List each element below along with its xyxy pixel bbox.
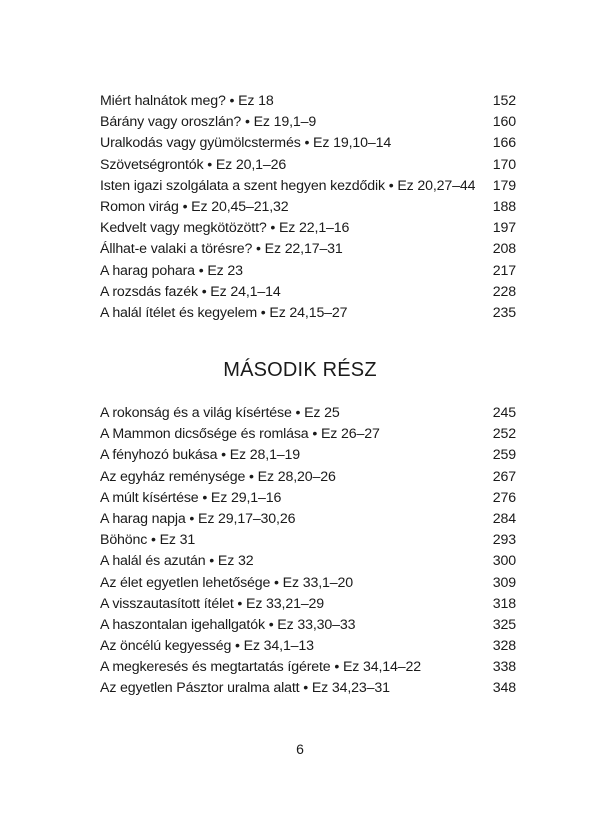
toc-entry-page: 318 — [492, 595, 516, 612]
toc-entry-title: A harag pohara • Ez 23 — [100, 262, 243, 279]
toc-entry-page: 276 — [492, 489, 516, 506]
toc-entry — [100, 199, 516, 220]
toc-entry-page: 170 — [492, 156, 516, 173]
toc-entry — [100, 263, 516, 284]
toc-entry-page: 325 — [492, 616, 516, 633]
part-two-heading: MÁSODIK RÉSZ — [223, 359, 377, 381]
toc-entry-title: Isten igazi szolgálata a szent hegyen kezdődik • Ez 20,27–44 — [100, 177, 476, 194]
toc-entry-page: 259 — [492, 447, 516, 464]
toc-entry — [100, 305, 516, 326]
toc-entry — [100, 532, 516, 553]
toc-entry — [100, 178, 516, 199]
toc-entry-title: Az egyetlen Pásztor uralma alatt • Ez 34,23–31 — [100, 680, 390, 697]
toc-entry — [100, 93, 516, 114]
toc-entry-title: Az öncélú kegyesség • Ez 34,1–13 — [100, 638, 314, 655]
toc-entry — [100, 157, 516, 178]
toc-entry — [100, 596, 516, 617]
toc-entry-page: 348 — [492, 680, 516, 697]
toc-entry-title: Uralkodás vagy gyümölcstermés • Ez 19,10–14 — [100, 135, 392, 152]
toc-entry — [100, 490, 516, 511]
toc-entry-page: 160 — [492, 114, 516, 131]
toc-entry-title: A harag napja • Ez 29,17–30,26 — [100, 510, 296, 527]
toc-entry-title: A halál ítélet és kegyelem • Ez 24,15–27 — [100, 304, 348, 321]
toc-entry — [100, 447, 516, 468]
toc-entry — [100, 617, 516, 638]
toc-entry-page: 245 — [492, 405, 516, 421]
toc-entry-title: A haszontalan igehallgatók • Ez 33,30–33 — [100, 616, 356, 633]
toc-entry-title: Szövetségrontók • Ez 20,1–26 — [100, 156, 287, 173]
toc-entry-title: Kedvelt vagy megkötözött? • Ez 22,1–16 — [100, 220, 350, 237]
toc-entry-page: 217 — [492, 262, 516, 279]
toc-entry-page: 208 — [492, 241, 516, 258]
toc-entry-page: 152 — [492, 93, 516, 109]
toc-entry-page: 300 — [492, 553, 516, 570]
toc-entry — [100, 511, 516, 532]
toc-entry-page: 235 — [492, 304, 516, 321]
toc-entry — [100, 469, 516, 490]
toc-entry — [100, 405, 516, 426]
toc-entry-title: Állhat-e valaki a törésre? • Ez 22,17–31 — [100, 241, 343, 258]
toc-entry — [100, 135, 516, 156]
toc-entry — [100, 241, 516, 262]
toc-entry-title: A rokonság és a világ kísértése • Ez 25 — [100, 405, 340, 421]
toc-entry-page: 197 — [492, 220, 516, 237]
toc-entry-title: Bárány vagy oroszlán? • Ez 19,1–9 — [100, 114, 317, 131]
toc-entry — [100, 659, 516, 680]
toc-entry-page: 328 — [492, 638, 516, 655]
toc-entry-title: Miért halnátok meg? • Ez 18 — [100, 93, 274, 109]
toc-entry-title: Romon virág • Ez 20,45–21,32 — [100, 198, 289, 215]
toc-entry-title: A megkeresés és megtartatás ígérete • Ez 34,14–22 — [100, 659, 421, 676]
toc-entry — [100, 680, 516, 701]
toc-entry — [100, 553, 516, 574]
toc-entry-page: 338 — [492, 659, 516, 676]
toc-entry-title: A múlt kísértése • Ez 29,1–16 — [100, 489, 282, 506]
toc-entry-title: A halál és azután • Ez 32 — [100, 553, 254, 570]
toc-entry-page: 252 — [492, 426, 516, 443]
toc-entry — [100, 638, 516, 659]
toc-entry-page: 284 — [492, 510, 516, 527]
toc-entry-title: A Mammon dicsősége és romlása • Ez 26–27 — [100, 426, 380, 443]
toc-entry — [100, 284, 516, 305]
toc-entry-page: 228 — [492, 283, 516, 300]
toc-entry-page: 267 — [492, 468, 516, 485]
toc-entry-page: 309 — [492, 574, 516, 591]
toc-entry-page: 188 — [492, 198, 516, 215]
toc-entry-title: A rozsdás fazék • Ez 24,1–14 — [100, 283, 281, 300]
toc-entry — [100, 426, 516, 447]
toc-part-one — [100, 93, 516, 326]
toc-entry-page: 179 — [492, 177, 516, 194]
page-number: 6 — [296, 741, 304, 757]
toc-entry-page: 166 — [492, 135, 516, 152]
toc-part-two — [100, 405, 516, 702]
toc-entry — [100, 575, 516, 596]
toc-entry — [100, 220, 516, 241]
toc-entry-title: A fényhozó bukása • Ez 28,1–19 — [100, 447, 301, 464]
toc-entry-title: A visszautasított ítélet • Ez 33,21–29 — [100, 595, 325, 612]
toc-entry-title: Az egyház reménysége • Ez 28,20–26 — [100, 468, 336, 485]
toc-entry-page: 293 — [492, 532, 516, 549]
toc-entry-title: Böhönc • Ez 31 — [100, 532, 196, 549]
toc-entry — [100, 114, 516, 135]
toc-entry-title: Az élet egyetlen lehetősége • Ez 33,1–20 — [100, 574, 353, 591]
